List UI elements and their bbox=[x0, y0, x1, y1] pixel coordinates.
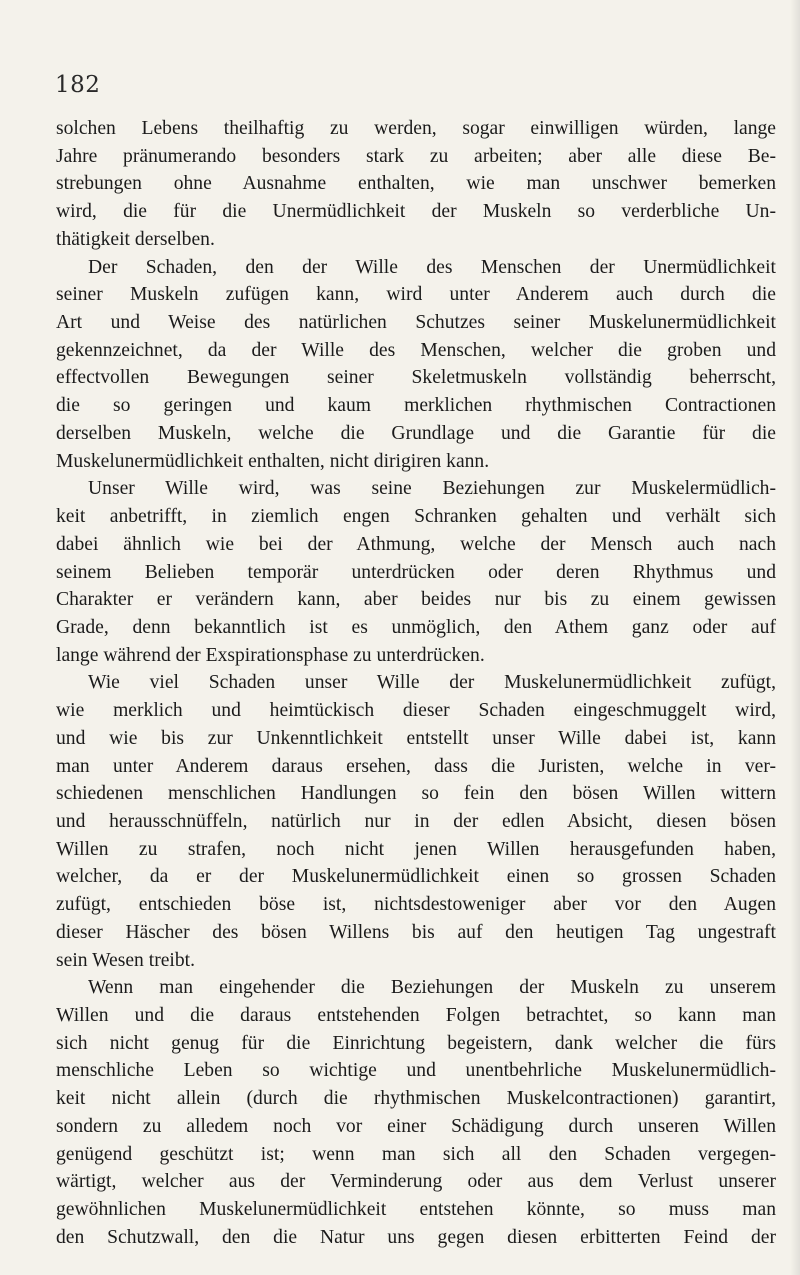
text-line: Willen und die daraus entstehenden Folgen betrachtet, so kann man bbox=[56, 1005, 776, 1026]
page-number: 182 bbox=[55, 72, 101, 98]
text-line: Wenn man eingehender die Beziehungen der Muskeln zu unserem bbox=[88, 977, 776, 999]
text-line: strebungen ohne Ausnahme enthalten, wie man unschwer bemerken bbox=[56, 173, 776, 195]
text-line: seinem Belieben temporär unterdrücken oder deren Rhythmus und bbox=[56, 561, 776, 583]
text-line: und wie bis zur Unkenntlichkeit entstellt unser Wille dabei ist, kann bbox=[56, 727, 776, 749]
text-line: dieser Häscher des bösen Willens bis auf den heutigen Tag ungestraft bbox=[56, 921, 776, 943]
text-line: Unser Wille wird, was seine Beziehungen zur Muskelermüdlich- bbox=[88, 478, 776, 500]
text-line: keit nicht allein (durch die rhythmischen Muskelcontractionen) garantirt, bbox=[56, 1088, 776, 1110]
text-line: solchen Lebens theilhaftig zu werden, sogar einwilligen würden, lange bbox=[56, 118, 776, 139]
text-line: derselben Muskeln, welche die Grundlage und die Garantie für die bbox=[56, 422, 776, 444]
text-line: seiner Muskeln zufügen kann, wird unter Anderem auch durch die bbox=[56, 284, 776, 306]
text-line: lange während der Exspirationsphase zu unterdrücken. bbox=[56, 644, 485, 666]
page-edge-shadow bbox=[790, 0, 800, 1275]
text-line: genügend geschützt ist; wenn man sich all den Schaden vergegen- bbox=[56, 1143, 776, 1165]
text-line: dabei ähnlich wie bei der Athmung, welche der Mensch auch nach bbox=[56, 533, 776, 555]
body-text bbox=[56, 115, 776, 1251]
text-line: Wie viel Schaden unser Wille der Muskelunermüdlichkeit zufügt, bbox=[88, 672, 776, 694]
text-line: wärtigt, welcher aus der Verminderung oder aus dem Verlust unserer bbox=[56, 1171, 776, 1193]
text-line: thätigkeit derselben. bbox=[56, 228, 215, 250]
text-line: menschliche Leben so wichtige und unentbehrliche Muskelunermüdlich- bbox=[56, 1060, 776, 1082]
text-line: sondern zu alledem noch vor einer Schädigung durch unseren Willen bbox=[56, 1115, 776, 1137]
text-line: welcher, da er der Muskelunermüdlichkeit einen so grossen Schaden bbox=[56, 866, 776, 888]
text-line: schiedenen menschlichen Handlungen so fein den bösen Willen wittern bbox=[56, 783, 776, 805]
text-line: zufügt, entschieden böse ist, nichtsdestoweniger aber vor den Augen bbox=[56, 894, 776, 916]
text-line: und herausschnüffeln, natürlich nur in der edlen Absicht, diesen bösen bbox=[56, 810, 776, 832]
text-line: gekennzeichnet, da der Wille des Menschen, welcher die groben und bbox=[56, 339, 776, 361]
text-line: Jahre pränumerando besonders stark zu arbeiten; aber alle diese Be- bbox=[56, 145, 776, 167]
text-line: die so geringen und kaum merklichen rhythmischen Contractionen bbox=[56, 395, 776, 417]
text-line: Grade, denn bekanntlich ist es unmöglich, den Athem ganz oder auf bbox=[56, 616, 776, 638]
text-line: Der Schaden, den der Wille des Menschen der Unermüdlichkeit bbox=[88, 256, 776, 278]
text-line: wird, die für die Unermüdlichkeit der Muskeln so verderbliche Un- bbox=[56, 201, 776, 223]
text-line: Willen zu strafen, noch nicht jenen Willen herausgefunden haben, bbox=[56, 838, 776, 860]
text-line: Muskelunermüdlichkeit enthalten, nicht dirigiren kann. bbox=[56, 450, 490, 472]
text-line: sich nicht genug für die Einrichtung begeistern, dank welcher die fürs bbox=[56, 1032, 776, 1054]
text-line: Art und Weise des natürlichen Schutzes seiner Muskelunermüdlichkeit bbox=[56, 312, 776, 334]
text-line: effectvollen Bewegungen seiner Skeletmuskeln vollständig beherrscht, bbox=[56, 367, 776, 389]
text-line: man unter Anderem daraus ersehen, dass die Juristen, welche in ver- bbox=[56, 755, 776, 777]
text-line: gewöhnlichen Muskelunermüdlichkeit entstehen könnte, so muss man bbox=[56, 1199, 776, 1221]
text-line: Charakter er verändern kann, aber beides nur bis zu einem gewissen bbox=[56, 589, 776, 611]
text-line: sein Wesen treibt. bbox=[56, 949, 195, 971]
text-line: keit anbetrifft, in ziemlich engen Schranken gehalten und verhält sich bbox=[56, 506, 776, 528]
text-line: wie merklich und heimtückisch dieser Schaden eingeschmuggelt wird, bbox=[56, 700, 776, 722]
text-line: den Schutzwall, den die Natur uns gegen diesen erbitterten Feind der bbox=[56, 1226, 776, 1248]
